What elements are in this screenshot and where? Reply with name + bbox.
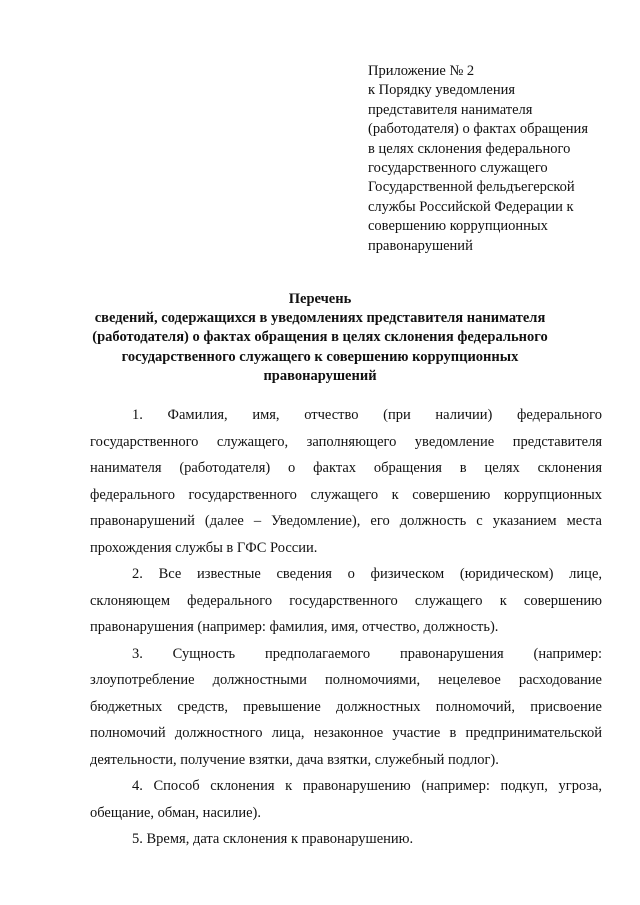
item-3-line: бюджетных средств, превышение должностных полномочий, присвоение	[90, 698, 602, 715]
item-number: 2.	[132, 566, 143, 582]
item-2-line: склоняющем федерального государственного служащего к совершению	[90, 592, 602, 609]
word: Сущность	[172, 645, 236, 662]
item-3-first-line	[90, 641, 602, 668]
word: имя,	[252, 407, 280, 423]
item-number: 1.	[132, 407, 143, 423]
item-1-first-line	[90, 402, 602, 429]
word: (при	[383, 407, 411, 423]
item-4-first-text: Способ склонения к правонарушению (например: подкуп, угроза,	[153, 778, 603, 794]
word: предполагаемого	[264, 645, 371, 662]
heading-line: (работодателя) о фактах обращения в целях склонения федерального	[92, 329, 548, 346]
appendix-line: правонарушений	[368, 237, 473, 254]
document-body	[90, 402, 602, 853]
item-4-first-line	[90, 773, 602, 800]
document-heading	[90, 290, 550, 386]
item-1-last-line: прохождения службы в ГФС России.	[90, 539, 318, 556]
heading-line: государственного служащего к совершению коррупционных	[121, 348, 519, 365]
appendix-line: Приложение № 2	[368, 63, 475, 79]
item-5-text: Время, дата склонения к правонарушению.	[146, 831, 414, 847]
word: отчество	[304, 407, 359, 423]
appendix-line: в целях склонения федерального	[368, 140, 571, 157]
word: федерального	[517, 407, 602, 423]
item-number: 3.	[132, 645, 143, 662]
item-1-line: государственного служащего, заполняющего уведомление представителя	[90, 433, 602, 450]
appendix-line: государственного служащего	[368, 160, 548, 177]
appendix-line: службы Российской Федерации к	[368, 198, 574, 215]
heading-line: правонарушений	[263, 367, 377, 384]
appendix-line: Государственной фельдъегерской	[368, 179, 575, 196]
item-number: 5.	[132, 831, 143, 847]
appendix-line: представителя нанимателя	[368, 101, 533, 118]
appendix-block	[368, 62, 618, 256]
word: наличии)	[435, 407, 493, 423]
item-4-last-line: обещание, обман, насилие).	[90, 804, 261, 821]
item-1-line: правонарушений (далее – Уведомление), его должность с указанием места	[90, 513, 602, 529]
appendix-line: (работодателя) о фактах обращения	[368, 121, 588, 138]
word: Фамилия,	[167, 407, 228, 423]
heading-line: сведений, содержащихся в уведомлениях представителя нанимателя	[94, 310, 546, 327]
item-5-line	[90, 826, 602, 853]
item-1-line: федерального государственного служащего к совершению коррупционных	[90, 486, 602, 503]
item-1-line: нанимателя (работодателя) о фактах обращения в целях склонения	[90, 460, 602, 476]
item-2-last-line: правонарушения (например: фамилия, имя, отчество, должность).	[90, 619, 499, 635]
item-3-last-line: деятельности, получение взятки, дача взятки, служебный подлог).	[90, 751, 499, 768]
heading-title: Перечень	[288, 291, 352, 307]
appendix-line: совершению коррупционных	[368, 218, 548, 235]
appendix-line: к Порядку уведомления	[368, 82, 516, 99]
item-3-line: полномочий должностного лица, незаконное участие в предпринимательской	[90, 725, 602, 741]
item-2-first-text: Все известные сведения о физическом (юридическом) лице,	[158, 566, 603, 582]
word: правонарушения	[399, 645, 504, 662]
word: (например:	[533, 645, 602, 662]
item-2-first-line	[90, 561, 602, 588]
item-number: 4.	[132, 778, 143, 794]
item-3-line: злоупотребление должностными полномочиями, нецелевое расходование	[90, 672, 602, 688]
